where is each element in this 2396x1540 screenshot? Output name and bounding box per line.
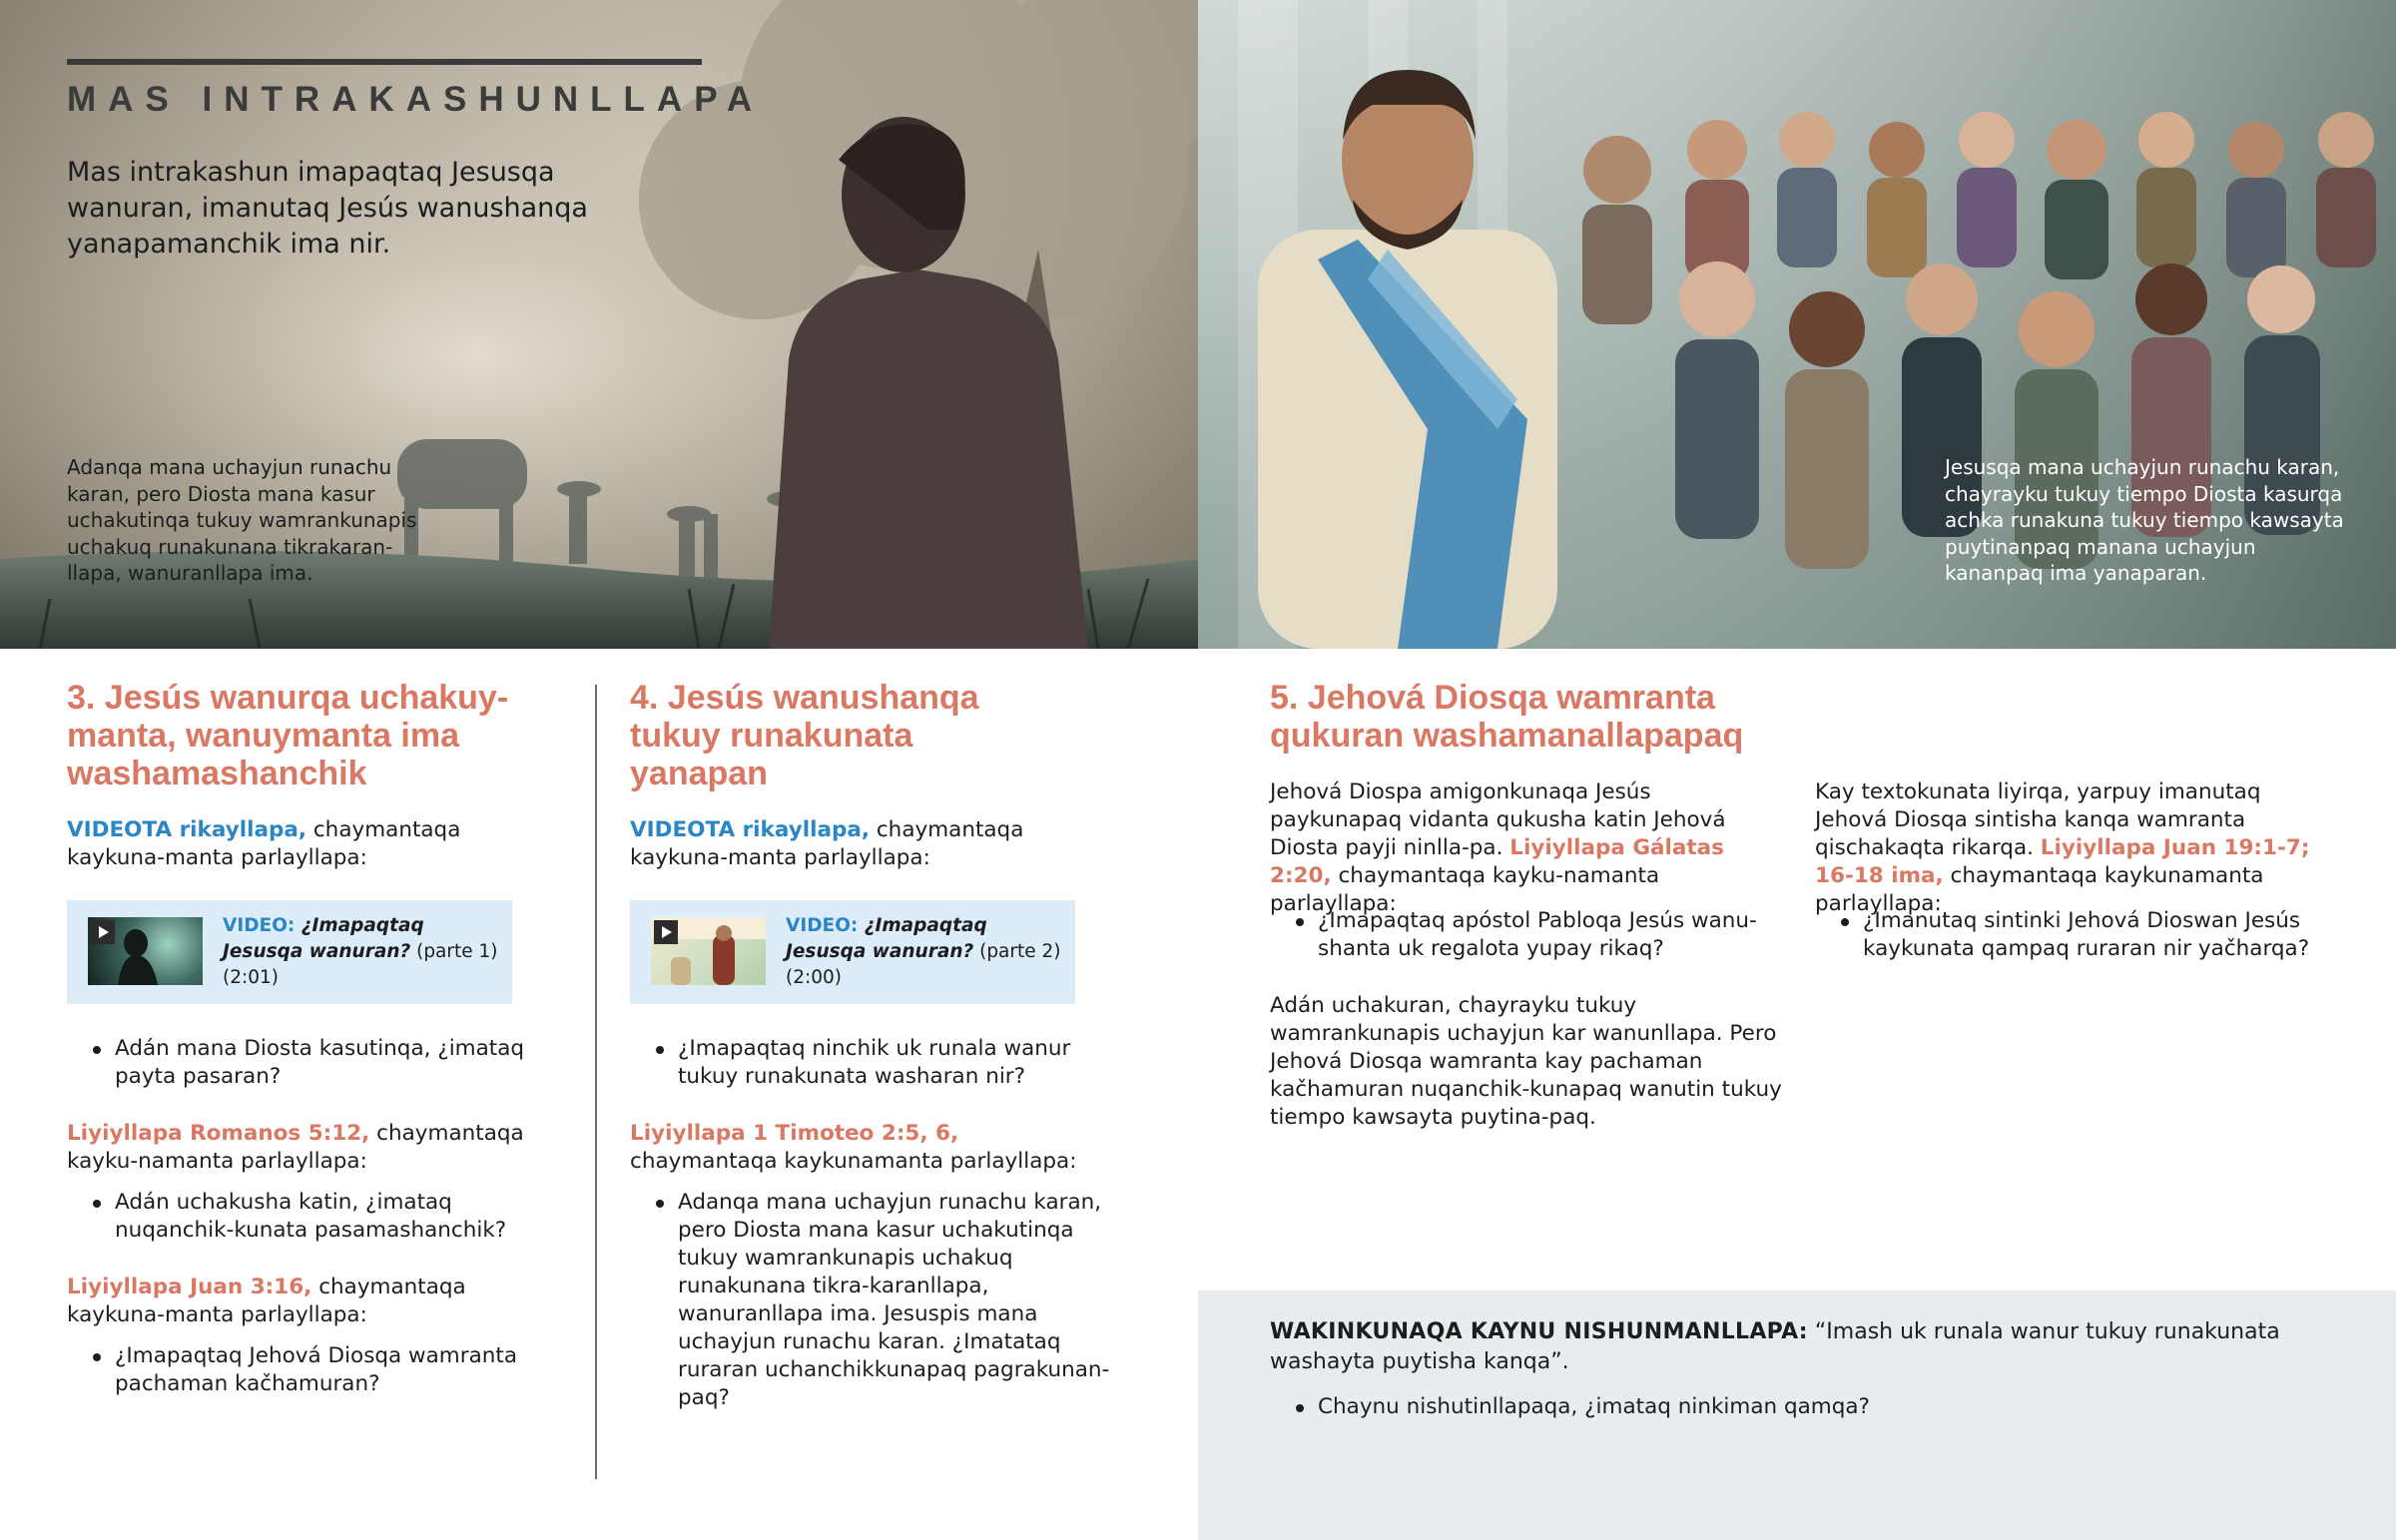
- objection-quote: “Imash uk runala wanur tukuy runakunata washayta puytisha kanqa”.: [1270, 1319, 2280, 1374]
- question-item: ¿Imanutaq sintinki Jehová Dioswan Jesús kaykunata qampaq ruraran nir yačharqa?: [1815, 907, 2334, 963]
- question-item: Adán uchakusha katin, ¿imataq nuqanchik-kunata pasamashanchik?: [67, 1189, 566, 1245]
- question-item: Adanqa mana uchayjun runachu karan, pero Diosta mana kasur uchakutinqa tukuy wamrankunapis uchakuq runakunana tikra-karanllapa, wanuranllapa ima. Jesuspis mana uchayjun runachu karan. ¿Imatataq ruraran uchanchikkunapaq pagrakunan-paq?: [630, 1189, 1129, 1412]
- lede-text: Mas intrakashun imapaqtaq Jesusqa wanuran, imanutaq Jesús wanushanqa yanapamanchik ima nir.: [67, 157, 588, 259]
- question-list: [1270, 907, 1789, 963]
- caption-left: Adanqa mana uchayjun runachu karan, pero Diosta mana kasur uchakutinqa tukuy wamrankunapis uchakuq runakunana tikrakaran-llapa, wanuranllapa ima.: [67, 455, 417, 585]
- video-link[interactable]: VIDEOTA rikayllapa,: [630, 817, 871, 842]
- header-rule: [67, 59, 702, 65]
- section-4-intro: VIDEOTA rikayllapa, chaymantaqa kaykuna-manta parlayllapa:: [630, 817, 1024, 870]
- play-icon[interactable]: [654, 920, 678, 944]
- question-list: [67, 1342, 536, 1398]
- question-list: [67, 1035, 536, 1091]
- section-3-intro: VIDEOTA rikayllapa, chaymantaqa kaykuna-manta parlayllapa:: [67, 817, 461, 870]
- section-3-title: 3. Jesús wanurqa uchakuy-manta, wanuymanta ima washamashanchik: [67, 679, 509, 792]
- video-thumbnail[interactable]: [88, 917, 203, 985]
- question-list: [630, 1189, 1129, 1412]
- video-link[interactable]: VIDEOTA rikayllapa,: [67, 817, 307, 842]
- question-item: Chaynu nishutinllapaqa, ¿imataq ninkiman qamqa?: [1270, 1393, 2268, 1421]
- scripture-link[interactable]: Liyiyllapa Juan 19:1-7; 16-18 ima,: [1815, 835, 2310, 888]
- objection-text: [1270, 1317, 2318, 1377]
- question-item: Adán mana Diosta kasutinqa, ¿imataq payta pasaran?: [67, 1035, 536, 1091]
- question-list: [1815, 907, 2334, 963]
- play-icon[interactable]: [91, 920, 115, 944]
- question-list: [67, 1189, 566, 1245]
- caption-right: Jesusqa mana uchayjun runachu karan, chayrayku tukuy tiempo Diosta kasurqa achka runakuna tukuy tiempo kawsayta puytinanpaq manana uchayjun kananpaq ima yanaparan.: [1945, 455, 2344, 585]
- section-5-paragraph-1: Jehová Diospa amigonkunaqa Jesús paykunapaq vidanta qukusha katin Jehová Diosta payji ninlla-pa. Liyiyllapa Gálatas 2:20, chaymantaqa kayku-namanta parlayllapa:: [1270, 779, 1726, 916]
- section-5-paragraph-3: Kay textokunata liyirqa, yarpuy imanutaq Jehová Diosqa sintisha kanqa wamranta qischakaqta rikarqa. Liyiyllapa Juan 19:1-7; 16-18 ima, chaymantaqa kaykunamanta parlayllapa:: [1815, 779, 2310, 916]
- video-card-part1[interactable]: [67, 900, 512, 1004]
- scripture-link[interactable]: Liyiyllapa Juan 3:16,: [67, 1275, 312, 1299]
- scripture-link[interactable]: Liyiyllapa Romanos 5:12,: [67, 1121, 370, 1146]
- scripture-reference: Liyiyllapa Juan 3:16, chaymantaqa kaykuna-manta parlayllapa:: [67, 1275, 466, 1327]
- question-list: [1270, 1393, 2268, 1421]
- video-thumbnail[interactable]: [651, 917, 766, 985]
- video-title: VIDEO: ¿Imapaqtaq Jesusqa wanuran? (parte 2) (2:00): [786, 915, 1061, 988]
- section-kicker: MAS INTRAKASHUNLLAPA: [67, 80, 765, 119]
- scripture-reference: Liyiyllapa Romanos 5:12, chaymantaqa kayku-namanta parlayllapa:: [67, 1121, 524, 1174]
- question-item: ¿Imapaqtaq ninchik uk runala wanur tukuy runakunata washaran nir?: [630, 1035, 1129, 1091]
- section-5-title: 5. Jehová Diosqa wamranta qukuran washamanallapapaq: [1270, 679, 1744, 755]
- question-item: ¿Imapaqtaq apóstol Pabloqa Jesús wanu-shanta uk regalota yupay rikaq?: [1270, 907, 1789, 963]
- section-4-title: 4. Jesús wanushanqa tukuy runakunata yanapan: [630, 679, 979, 792]
- video-title: VIDEO: ¿Imapaqtaq Jesusqa wanuran? (parte 1) (2:01): [223, 915, 498, 988]
- question-list: [630, 1035, 1129, 1091]
- column-divider: [595, 685, 597, 1479]
- video-card-part2[interactable]: [630, 900, 1075, 1004]
- scripture-link[interactable]: Liyiyllapa Gálatas 2:20,: [1270, 835, 1724, 888]
- section-5-paragraph-2: Adán uchakuran, chayrayku tukuy wamrankunapis uchayjun kar wanunllapa. Pero Jehová Diosqa wamranta kay pachaman kačhamuran nuqanchik-kunapaq wanutin tukuy tiempo kawsayta puytina-paq.: [1270, 993, 1782, 1130]
- objection-label: WAKINKUNAQA KAYNU NISHUNMANLLAPA:: [1270, 1319, 1808, 1344]
- scripture-link[interactable]: Liyiyllapa 1 Timoteo 2:5, 6,: [630, 1121, 959, 1146]
- scripture-reference: Liyiyllapa 1 Timoteo 2:5, 6, chaymantaqa kaykunamanta parlayllapa:: [630, 1121, 1077, 1174]
- question-item: ¿Imapaqtaq Jehová Diosqa wamranta pachaman kačhamuran?: [67, 1342, 536, 1398]
